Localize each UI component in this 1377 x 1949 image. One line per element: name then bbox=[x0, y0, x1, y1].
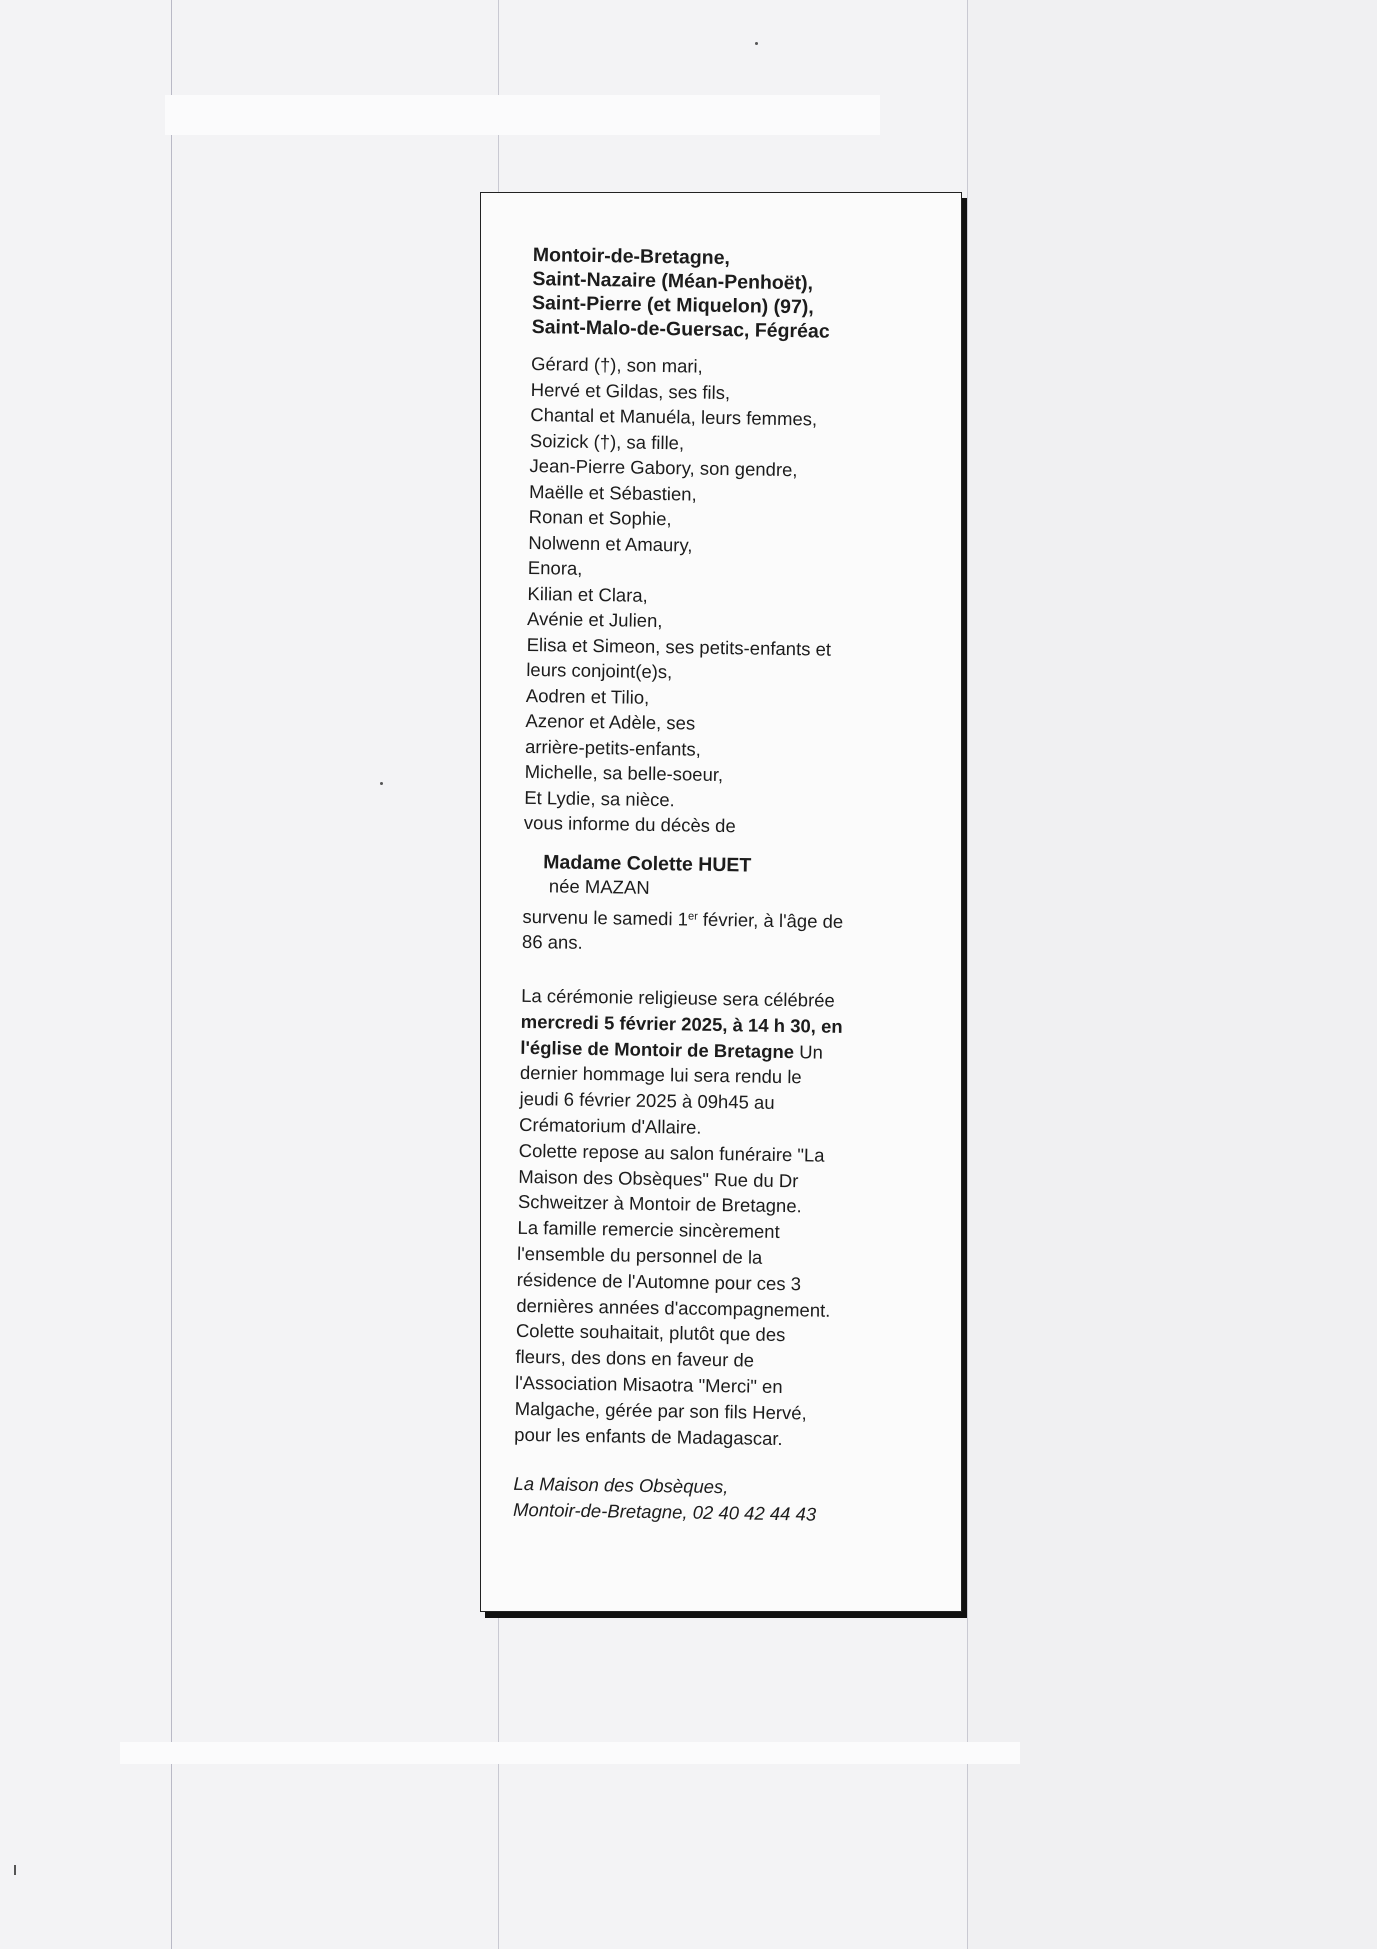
ceremony-line: pour les enfants de Madagascar. bbox=[514, 1423, 783, 1449]
ceremony-line: l'ensemble du personnel de la bbox=[516, 1242, 763, 1268]
ceremony-line: La famille remercie sincèrement bbox=[517, 1217, 780, 1243]
paper-strip bbox=[120, 1742, 1020, 1764]
family-line: Et Lydie, sa nièce. bbox=[524, 786, 675, 810]
family-line: Nolwenn et Amaury, bbox=[528, 531, 693, 556]
family-line: Michelle, sa belle-soeur, bbox=[524, 760, 724, 786]
ceremony-line: Schweitzer à Montoir de Bretagne. bbox=[517, 1191, 802, 1217]
ceremony-location: l'église de Montoir de Bretagne bbox=[520, 1036, 795, 1062]
family-line: Kilian et Clara, bbox=[527, 582, 648, 606]
obituary-notice bbox=[480, 192, 962, 1612]
ceremony-line: Maison des Obsèques" Rue du Dr bbox=[518, 1165, 799, 1191]
ceremony-line: dernières années d'accompagnement. bbox=[516, 1294, 831, 1321]
family-line: Ronan et Sophie, bbox=[528, 505, 672, 530]
family-line: Enora, bbox=[527, 556, 583, 579]
death-info bbox=[522, 903, 933, 961]
deceased-maiden-name: née MAZAN bbox=[548, 874, 650, 898]
family-line: Chantal et Manuéla, leurs femmes, bbox=[530, 403, 818, 430]
family-line: Gérard (†), son mari, bbox=[530, 352, 703, 377]
ceremony-line: Colette repose au salon funéraire "La bbox=[518, 1139, 825, 1166]
ceremony-line: La cérémonie religieuse sera célébrée bbox=[521, 985, 835, 1011]
family-line: Jean-Pierre Gabory, son gendre, bbox=[529, 454, 798, 481]
family-line: Azenor et Adèle, ses bbox=[525, 709, 696, 734]
funeral-home-signature bbox=[513, 1471, 924, 1529]
place-line: Saint-Pierre (et Miquelon) (97), bbox=[531, 291, 814, 319]
paper-strip bbox=[165, 95, 880, 135]
family-line: Elisa et Simeon, ses petits-enfants et bbox=[526, 633, 832, 660]
signature-line: La Maison des Obsèques, bbox=[513, 1473, 729, 1498]
dust-speck bbox=[14, 1865, 16, 1875]
scan-line bbox=[171, 0, 172, 1949]
death-age-text: février, à l'âge de bbox=[697, 908, 844, 932]
death-line: 86 ans. bbox=[521, 931, 583, 954]
death-date-text: survenu le samedi 1 bbox=[522, 905, 689, 930]
ceremony-info bbox=[514, 983, 931, 1454]
ceremony-date: mercredi 5 février 2025, à 14 h 30, en bbox=[520, 1010, 843, 1037]
place-list bbox=[531, 243, 942, 345]
deceased-block bbox=[523, 849, 934, 903]
ceremony-line: fleurs, des dons en faveur de bbox=[515, 1346, 755, 1371]
family-line: Aodren et Tilio, bbox=[525, 684, 650, 708]
family-line: Avénie et Julien, bbox=[526, 607, 663, 632]
ceremony-line: l'Association Misaotra "Merci" en bbox=[514, 1371, 783, 1398]
family-line: Maëlle et Sébastien, bbox=[528, 480, 697, 505]
dust-speck bbox=[755, 42, 758, 45]
family-line: vous informe du décès de bbox=[523, 811, 736, 837]
place-line: Saint-Malo-de-Guersac, Fégréac bbox=[531, 315, 830, 343]
family-line: Hervé et Gildas, ses fils, bbox=[530, 378, 731, 403]
ceremony-line: dernier hommage lui sera rendu le bbox=[519, 1062, 802, 1088]
family-line: Soizick (†), sa fille, bbox=[529, 429, 685, 453]
ceremony-line: résidence de l'Automne pour ces 3 bbox=[516, 1268, 802, 1295]
place-line: Saint-Nazaire (Méan-Penhoët), bbox=[532, 267, 814, 295]
scan-band bbox=[968, 0, 1377, 1949]
dust-speck bbox=[380, 782, 383, 785]
ceremony-line: Colette souhaitait, plutôt que des bbox=[515, 1320, 786, 1346]
signature-line: Montoir-de-Bretagne, 02 40 42 44 43 bbox=[512, 1499, 817, 1526]
notice-content bbox=[513, 243, 943, 1530]
place-line: Montoir-de-Bretagne, bbox=[532, 243, 731, 270]
ceremony-line: Malgache, gérée par son fils Hervé, bbox=[514, 1397, 807, 1424]
ceremony-line: Crématorium d'Allaire. bbox=[518, 1113, 702, 1138]
family-line: leurs conjoint(e)s, bbox=[526, 658, 673, 683]
ceremony-line-rest: Un bbox=[793, 1040, 824, 1063]
family-line: arrière-petits-enfants, bbox=[524, 735, 702, 760]
ceremony-line: jeudi 6 février 2025 à 09h45 au bbox=[519, 1088, 775, 1114]
ordinal-suffix: er bbox=[687, 910, 698, 923]
family-list bbox=[524, 351, 942, 842]
deceased-name: Madame Colette HUET bbox=[543, 850, 752, 877]
scan-line bbox=[967, 0, 968, 1949]
